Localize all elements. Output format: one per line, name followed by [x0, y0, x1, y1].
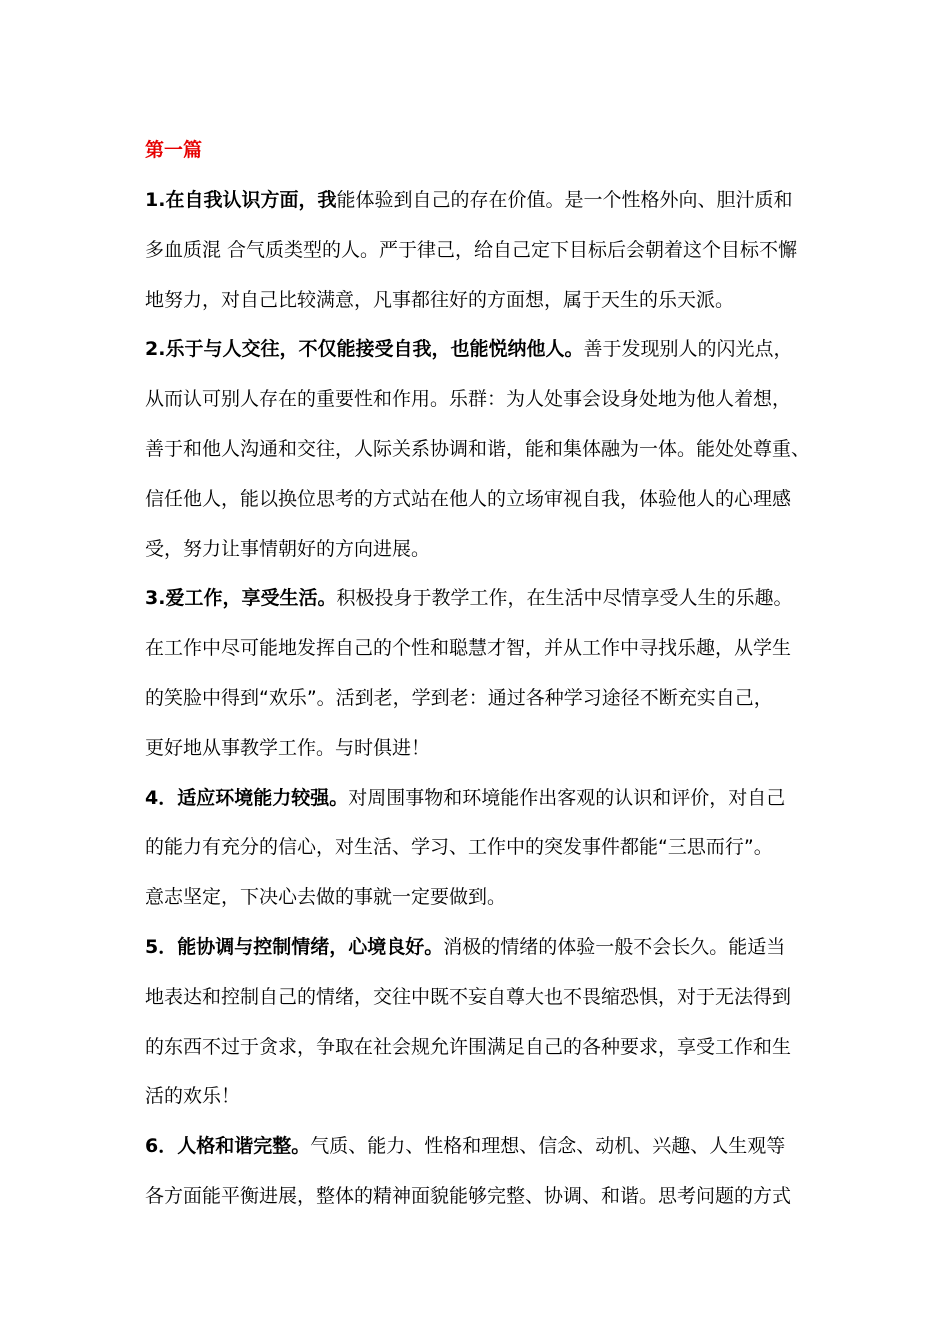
paragraph-line [145, 783, 785, 813]
body-text: 更好地从事教学工作。与时俱进！ [145, 737, 431, 759]
body-text: 善于和他人沟通和交往，人际关系协调和谐，能和集体融为一体。能处处尊重、 [145, 438, 811, 460]
paragraph-line [145, 1081, 240, 1111]
bold-lead-text: 3.爱工作，享受生活。 [145, 587, 337, 609]
body-text: 受，努力让事情朝好的方向进展。 [145, 538, 431, 560]
paragraph-line [145, 982, 791, 1012]
paragraph-line [145, 882, 506, 912]
body-text: 在工作中尽可能地发挥自己的个性和聪慧才智，并从工作中寻找乐趣，从学生 [145, 637, 792, 659]
paragraph-line [145, 334, 792, 364]
body-text: 的能力有充分的信心，对生活、学习、工作中的突发事件都能“三思而行”。 [145, 836, 773, 858]
body-text: 的笑脸中得到“欢乐”。活到老，学到老：通过各种学习途径不断充实自己， [145, 687, 773, 709]
bold-lead-text: 1.在自我认识方面，我 [145, 189, 337, 211]
paragraph-line [145, 384, 791, 414]
body-text: 积极投身于教学工作，在生活中尽情享受人生的乐趣。 [336, 587, 793, 609]
body-text: 活的欢乐！ [145, 1085, 241, 1107]
body-text: 各方面能平衡进展，整体的精神面貌能够完整、协调、和谐。思考问题的方式 [145, 1185, 792, 1207]
body-text: 善于发现别人的闪光点， [583, 338, 793, 360]
body-text: 气质、能力、性格和理想、信念、动机、兴趣、人生观等 [310, 1135, 786, 1157]
paragraph-line [145, 932, 785, 962]
paragraph-line [145, 484, 791, 514]
body-text: 地表达和控制自己的情绪，交往中既不妄自尊大也不畏缩恐惧，对于无法得到 [145, 986, 792, 1008]
bold-lead-text: 2.乐于与人交往，不仅能接受自我，也能悦纳他人。 [145, 338, 584, 360]
paragraph-line [145, 583, 792, 613]
paragraph-line [145, 1032, 791, 1062]
body-text: 的东西不过于贪求，争取在社会规允许围满足自己的各种要求，享受工作和生 [145, 1036, 792, 1058]
paragraph-line [145, 633, 791, 663]
section-heading: 第一篇 [145, 139, 203, 161]
body-text: 从而认可别人存在的重要性和作用。乐群：为人处事会设身处地为他人着想， [145, 388, 792, 410]
body-text: 意志坚定，下决心去做的事就一定要做到。 [145, 886, 507, 908]
bold-lead-text: 4．适应环境能力较强。 [145, 787, 349, 809]
paragraph-line [145, 683, 773, 713]
bold-lead-text: 5．能协调与控制情绪，心境良好。 [145, 936, 444, 958]
paragraph-line [145, 434, 810, 464]
paragraph-line [145, 1131, 785, 1161]
body-text: 对周围事物和环境能作出客观的认识和评价，对自己 [348, 787, 786, 809]
paragraph-line [145, 832, 773, 862]
body-text: 信任他人，能以换位思考的方式站在他人的立场审视自我，体验他人的心理感 [145, 488, 792, 510]
body-text: 能体验到自己的存在价值。是一个性格外向、胆汁质和 [336, 189, 793, 211]
paragraph-line [145, 185, 792, 215]
body-text: 多血质混 合气质类型的人。严于律己，给自己定下目标后会朝着这个目标不懈 [145, 239, 798, 261]
paragraph-line [145, 235, 797, 265]
body-text: 消极的情绪的体验一般不会长久。能适当 [443, 936, 786, 958]
paragraph-line [145, 534, 430, 564]
body-text: 地努力，对自己比较满意，凡事都往好的方面想，属于天生的乐天派。 [145, 289, 735, 311]
bold-lead-text: 6．人格和谐完整。 [145, 1135, 311, 1157]
paragraph-line [145, 285, 734, 315]
paragraph-line [145, 1181, 791, 1211]
paragraph-line [145, 733, 430, 763]
